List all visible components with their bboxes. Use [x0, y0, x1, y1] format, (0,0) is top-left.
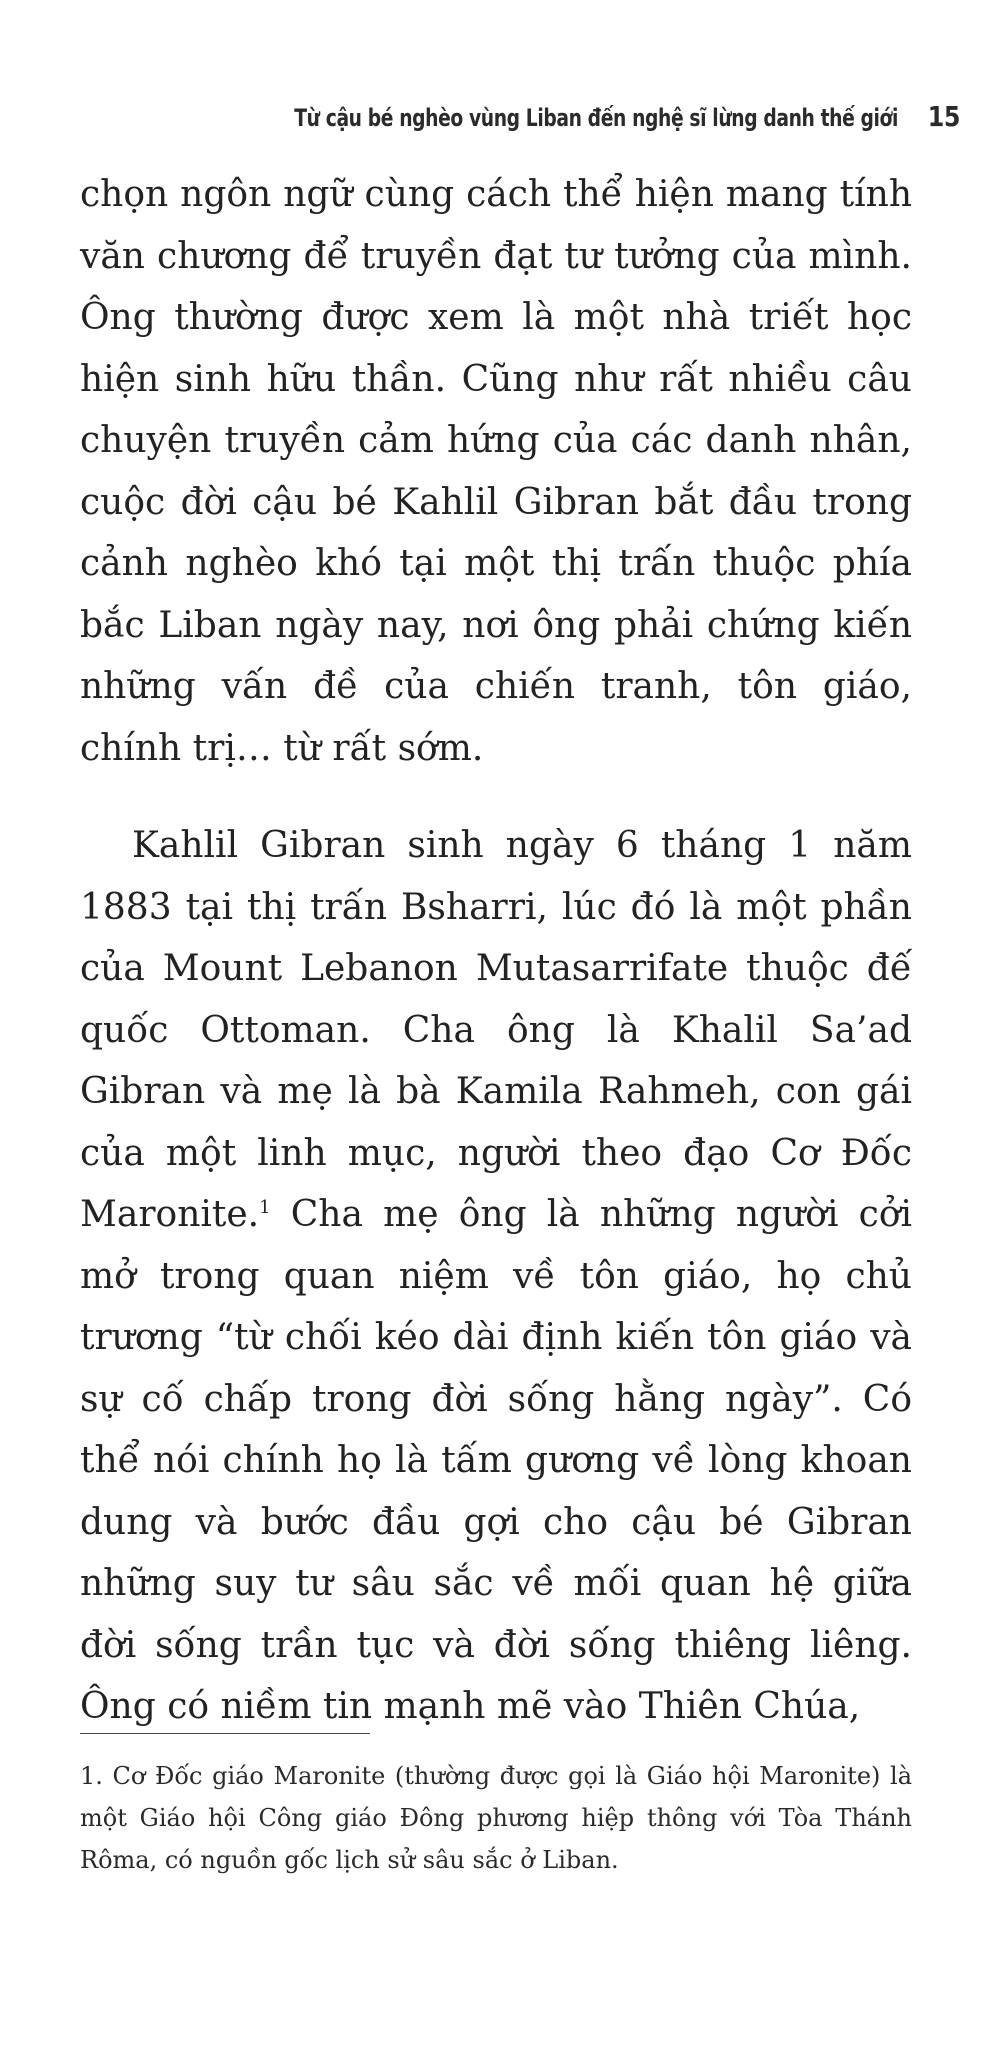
paragraph-2-text-end: Cha mẹ ông là những người cởi mở trong quan niệm về tôn giáo, họ chủ trương “từ chối kéo dài định kiến tôn giáo và sự cố chấp trong đời sống hằng ngày”. Có thể nói chính họ là tấm gương về lòng khoan dung và bước đầu gợi cho cậu bé Gibran những suy tư sâu sắc về mối quan hệ giữa đời sống trần tục và đời sống thiêng liêng. Ông có niềm tin mạnh mẽ vào Thiên Chúa,: [80, 1194, 912, 1727]
page-number: 15: [927, 100, 960, 133]
footnote-reference: 1: [259, 1197, 271, 1218]
running-title: Từ cậu bé nghèo vùng Liban đến nghệ sĩ lừng danh thế giới: [294, 104, 899, 132]
body-text: [80, 164, 912, 1738]
paragraph-1: chọn ngôn ngữ cùng cách thể hiện mang tính văn chương để truyền đạt tư tưởng của mình. Ông thường được xem là một nhà triết học hiện sinh hữu thần. Cũng như rất nhiều câu chuyện truyền cảm hứng của các danh nhân, cuộc đời cậu bé Kahlil Gibran bắt đầu trong cảnh nghèo khó tại một thị trấn thuộc phía bắc Liban ngày nay, nơi ông phải chứng kiến những vấn đề của chiến tranh, tôn giáo, chính trị… từ rất sớm.: [80, 174, 912, 769]
paragraph-2: [80, 815, 912, 1738]
footnote-1: 1. Cơ Đốc giáo Maronite (thường được gọi là Giáo hội Maronite) là một Giáo hội Công giáo Đông phương hiệp thông với Tòa Thánh Rôma, có nguồn gốc lịch sử sâu sắc ở Liban.: [80, 1762, 912, 1874]
running-header: [80, 100, 960, 133]
footnote-divider: [80, 1733, 370, 1734]
paragraph-2-text-start: Kahlil Gibran sinh ngày 6 tháng 1 năm 1883 tại thị trấn Bsharri, lúc đó là một phần của Mount Lebanon Mutasarrifate thuộc đế quốc Ottoman. Cha ông là Khalil Sa’ad Gibran và mẹ là bà Kamila Rahmeh, con gái của một linh mục, người theo đạo Cơ Đốc Maronite.: [80, 825, 912, 1235]
